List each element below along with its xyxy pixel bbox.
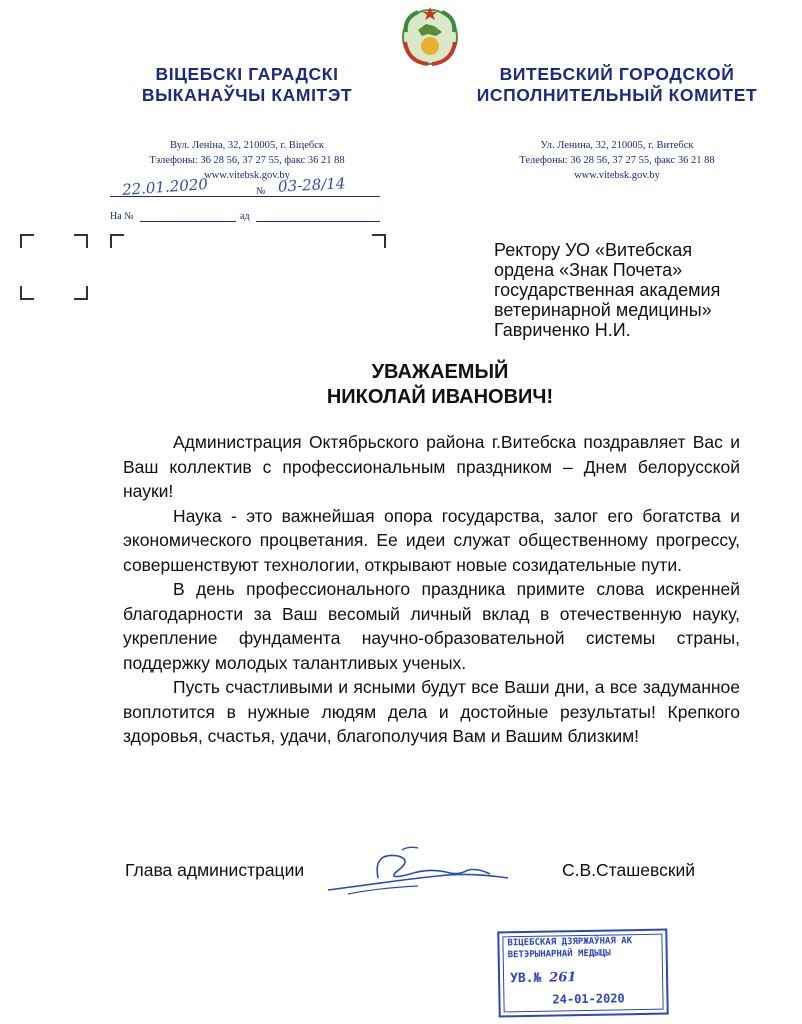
incoming-registration-stamp: [497, 929, 668, 1018]
phones: Тэлефоны: 36 28 56, 37 27 55, факс 36 21 88: [149, 155, 345, 166]
handwritten-signature: [318, 842, 518, 902]
addressee-line: ветеринарной медицины»: [494, 300, 712, 320]
reference-from-line: [256, 221, 380, 222]
signatory-title: Глава администрации: [125, 860, 305, 880]
org-name-line: ВИТЕБСКИЙ ГОРОДСКОЙ: [499, 64, 735, 84]
address: Ул. Ленина, 32, 210005, г. Витебск: [540, 140, 694, 151]
org-name-line: ИСПОЛНИТЕЛЬНЫЙ КОМИТЕТ: [476, 85, 758, 105]
stamp-date: 24-01-2020: [552, 991, 625, 1007]
stamp-number-label: УВ.№: [509, 970, 542, 987]
corner-mark: [110, 234, 124, 248]
corner-mark: [74, 286, 88, 300]
registration-number-label: №: [256, 186, 266, 197]
registration-number: 03-28/14: [277, 174, 346, 196]
addressee-line: государственная академия: [494, 280, 721, 300]
stamp-org-line: ВЕТЭРЫНАРНАЙ МЕДЫЦЫ: [507, 948, 611, 961]
website: www.vitebsk.gov.by: [574, 170, 660, 181]
signatory-name: С.В.Сташевский: [562, 860, 696, 880]
corner-mark: [74, 234, 88, 248]
body-paragraph: Пусть счастливыми и ясными будут все Ваши дни, а все задуманное воплотится в нужные людям дела и достойные результаты! Крепкого здоровья, счастья, удачи, благополучия Вам и Вашим близким!: [123, 677, 740, 746]
phones: Телефоны: 36 28 56, 37 27 55, факс 36 21 88: [519, 155, 715, 166]
stamp-number: [510, 970, 577, 986]
registration-date: 22.01.2020: [121, 175, 209, 199]
body-paragraph: Администрация Октябрьского района г.Витебска поздравляет Вас и Ваш коллектив с профессиональным праздником – Днем белорусской науки!: [123, 432, 740, 501]
body-paragraph: Наука - это важнейшая опора государства, залог его богатства и экономического процветания. Ее идеи служат общественному прогрессу, совершенствуют технологии, открывают новые созидательные пути.: [123, 505, 740, 575]
stamp-org-line: ВІЦЕБСКАЯ ДЗЯРЖАЎНАЯ АК: [507, 936, 633, 949]
stamp-number-value: 261: [549, 970, 577, 986]
corner-mark: [372, 234, 386, 248]
salutation-line: НИКОЛАЙ ИВАНОВИЧ!: [326, 386, 554, 408]
reference-line: [140, 221, 236, 222]
reference-from-label: ад: [240, 211, 250, 222]
corner-mark: [20, 234, 34, 248]
belarus-state-emblem-icon: [398, 4, 462, 68]
body-paragraph: В день профессионального праздника примите слова искренней благодарности за Ваш весомый личный вклад в отечественную науку, укрепление фундамента научно-образовательной системы страны, поддержку молодых талантливых ученых.: [123, 579, 740, 673]
letter-body: [123, 430, 740, 749]
corner-mark: [20, 286, 34, 300]
salutation-line: УВАЖАЕМЫЙ: [371, 361, 509, 383]
contact-block-belarusian: [82, 138, 412, 183]
contact-block-russian: [452, 138, 782, 183]
addressee-block: [494, 240, 794, 340]
reference-label: На №: [110, 211, 134, 222]
addressee-line: Гавриченко Н.И.: [494, 320, 631, 340]
org-name-line: ВІЦЕБСКІ ГАРАДСКІ: [155, 64, 339, 84]
addressee-line: Ректору УО «Витебская: [494, 240, 693, 260]
org-name-belarusian: [82, 64, 412, 106]
salutation: [120, 360, 760, 410]
address: Вул. Леніна, 32, 210005, г. Віцебск: [169, 140, 325, 151]
addressee-line: ордена «Знак Почета»: [494, 260, 683, 280]
org-name-russian: [452, 64, 782, 106]
website: www.vitebsk.gov.by: [204, 170, 290, 181]
org-name-line: ВЫКАНАЎЧЫ КАМІТЭТ: [141, 85, 353, 105]
